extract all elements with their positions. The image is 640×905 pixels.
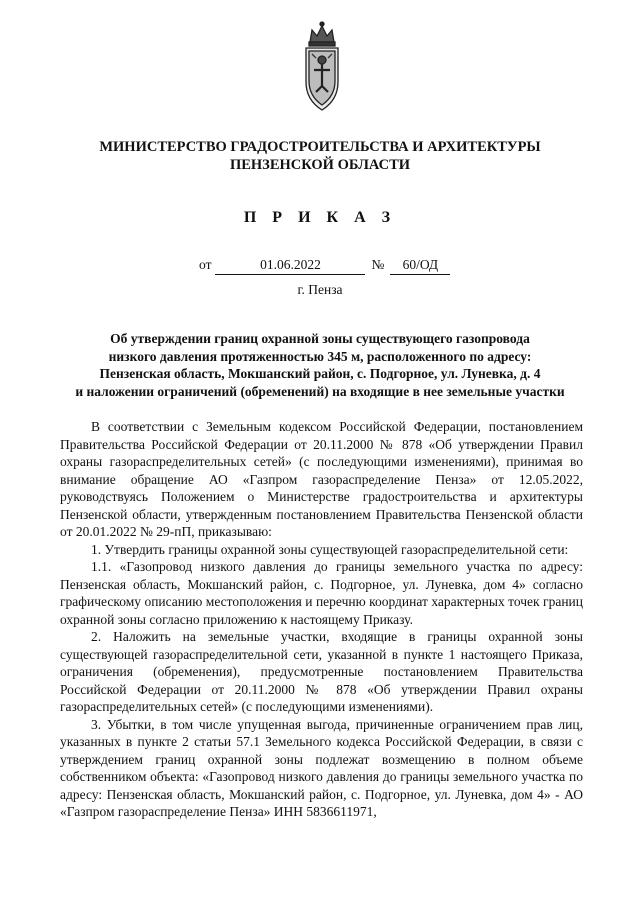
ministry-name	[60, 138, 580, 174]
body-paragraph-item-3: 3. Убытки, в том числе упущенная выгода, причиненные ограничением прав лиц, указанных в пункте 2 статьи 57.1 Земельного кодекса Российской Федерации, в связи с утверждением границ охранной зоны подлежат возмещению в полном объеме собственником объекта: «Газопровод низкого давления до границы земельного участка по адресу: Пензенская область, Мокшанский район, с. Подгорное, ул. Луневка, дом 4» - АО «Газпром газораспределение Пенза» ИНН 5836611971,	[60, 716, 583, 819]
order-date: 01.06.2022	[215, 256, 365, 275]
ministry-line-1: МИНИСТЕРСТВО ГРАДОСТРОИТЕЛЬСТВА И АРХИТЕКТУРЫ	[99, 139, 541, 155]
subject-line-4: и наложении ограничений (обременений) на входящие в нее земельные участки	[75, 383, 565, 399]
body-paragraph-item-1-1: 1.1. «Газопровод низкого давления до границы земельного участка по адресу: Пензенская область, Мокшанский район, с. Подгорное, ул. Луневка, дом 4» согласно графическому описанию местоположения и перечню координат характерных точек границ охранной зоны согласно приложению к настоящему Приказу.	[60, 559, 583, 627]
document-type-title: П Р И К А З	[243, 209, 397, 226]
body-paragraph-item-1: 1. Утвердить границы охранной зоны существующей газораспределительной сети:	[91, 541, 569, 557]
order-number: 60/ОД	[390, 256, 450, 275]
city: г. Пенза	[297, 282, 343, 297]
penza-region-coat-of-arms-icon	[300, 20, 344, 114]
subject-line-1: Об утверждении границ охранной зоны существующего газопровода	[110, 331, 530, 346]
order-subject	[60, 330, 580, 400]
ministry-line-2: ПЕНЗЕНСКОЙ ОБЛАСТИ	[229, 157, 411, 173]
order-body	[60, 418, 583, 821]
subject-line-2: низкого давления протяженностью 345 м, расположенного по адресу:	[108, 348, 532, 364]
number-sign: №	[371, 257, 385, 272]
date-number-line	[199, 256, 450, 275]
body-paragraph-preamble: В соответствии с Земельным кодексом Российской Федерации, постановлением Правительства Российской Федерации от 20.11.2000 № 878 «Об утверждении Правил охраны газораспределительных сетей» (с последующими изменениями), принимая во внимание обращение АО «Газпром газораспределение Пенза» от 12.05.2022, руководствуясь Положением о Министерстве градостроительства и архитектуры Пензенской области, утвержденным постановлением Правительства Пензенской области от 20.01.2022 № 29-пП, приказываю:	[60, 419, 583, 539]
date-prefix: от	[199, 257, 212, 272]
subject-line-3: Пензенская область, Мокшанский район, с. Подгорное, ул. Луневка, д. 4	[99, 366, 541, 381]
body-paragraph-item-2: 2. Наложить на земельные участки, входящие в границы охранной зоны существующей газораспределительной сети, указанной в пункте 1 настоящего Приказа, ограничения (обременения), предусмотренные постановлением Правительства Российской Федерации от 20.11.2000 № 878 «Об утверждении Правил охраны газораспределительных сетей» (с последующими изменениями).	[60, 629, 583, 714]
